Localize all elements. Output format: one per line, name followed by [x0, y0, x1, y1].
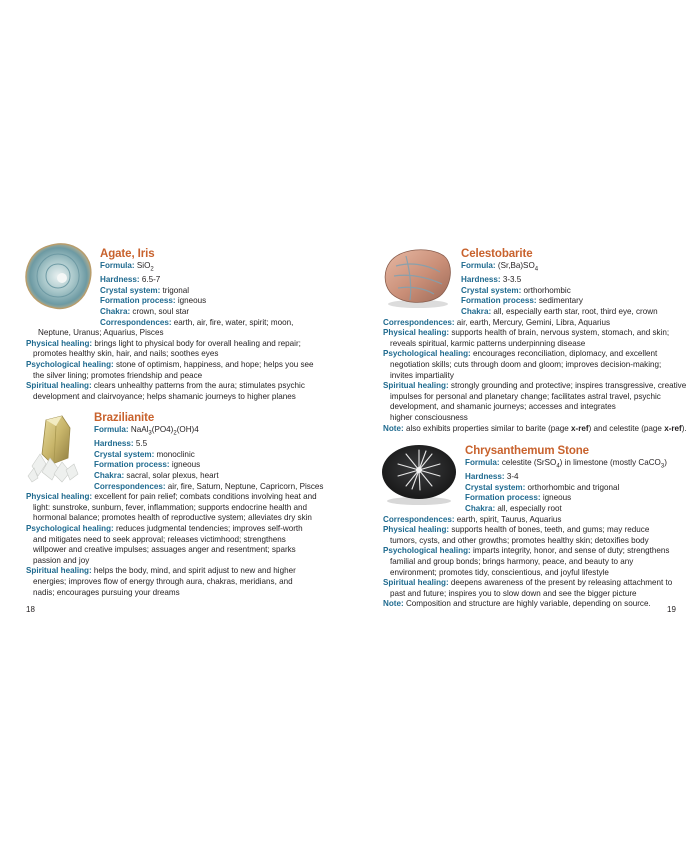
- hardness-line: Hardness: 5.5: [94, 439, 148, 449]
- psychological-healing-line: Psychological healing: imparts integrity, honor, and sense of duty; strengthens: [383, 546, 670, 556]
- physical-healing-continued: hormonal balance; promotes health of reproductive system; alleviates dry skin: [33, 513, 312, 523]
- psychological-healing-continued: familial and group bonds; brings harmony, peace, and beauty to any: [390, 556, 634, 566]
- spiritual-healing-line: Spiritual healing: clears unhealthy patterns from the aura; stimulates psychic: [26, 381, 305, 391]
- spiritual-healing-continued: energies; improves flow of energy through aura, chakras, meridians, and: [33, 576, 293, 586]
- physical-healing-continued: light: sunstroke, sunburn, fever, inflammation; supports endocrine health and: [33, 502, 307, 512]
- physical-healing-line: Physical healing: supports health of brain, nervous system, stomach, and skin;: [383, 328, 670, 338]
- psychological-healing-line: Psychological healing: encourages reconciliation, diplomacy, and excellent: [383, 349, 658, 359]
- chrysanthemum-stone-entry: [383, 444, 672, 610]
- physical-healing-continued: promotes healthy skin, hair, and nails; soothes eyes: [33, 349, 219, 359]
- entry-title: Celestobarite: [461, 248, 533, 260]
- formation-process-line: Formation process: igneous: [94, 460, 201, 470]
- psychological-healing-continued: negotiation skills; cuts through doom and gloom; improves decision-making;: [390, 359, 662, 369]
- correspondences-continued: Neptune, Uranus; Aquarius, Pisces: [38, 328, 164, 338]
- hardness-line: Hardness: 6.5-7: [100, 275, 161, 285]
- physical-healing-continued: tumors, cysts, and other growths; promotes healthy skin; detoxifies body: [390, 535, 649, 545]
- celestobarite-entry: [383, 247, 687, 434]
- psychological-healing-continued: and mitigates need to seek approval; releases victimhood; strengthens: [33, 534, 286, 544]
- spiritual-healing-continued: past and future; inspires you to slow down and see the bigger picture: [390, 588, 637, 598]
- formula-line: Formula: SiO$_2$: [100, 261, 154, 273]
- note-line: Note: Composition and structure are highly variable, depending on source.: [383, 599, 651, 609]
- physical-healing-line: Physical healing: excellent for pain relief; combats conditions involving heat and: [26, 492, 317, 502]
- psychological-healing-continued: willpower and creative impulses; assuages anger and resentment; sparks: [33, 545, 296, 555]
- crystal-system-line: Crystal system: trigonal: [100, 285, 190, 295]
- psychological-healing-continued: environment; promotes tidy, conscientious, and joyful lifestyle: [390, 567, 609, 577]
- spiritual-healing-line: Spiritual healing: helps the body, mind, and spirit adjust to new and higher: [26, 566, 296, 576]
- psychological-healing-line: Psychological healing: reduces judgmental tendencies; improves self-worth: [26, 523, 303, 533]
- spiritual-healing-line: Spiritual healing: deepens awareness of the present by releasing attachment to: [383, 578, 673, 588]
- formula-line: Formula: $(Sr,Ba)SO_4$: [461, 261, 539, 273]
- crystal-system-line: Crystal system: orthorhombic and trigonal: [465, 482, 620, 492]
- chakra-line: Chakra: all, especially root: [465, 503, 562, 513]
- agate-iris-entry: [26, 247, 314, 402]
- physical-healing-continued: reveals spiritual, karmic patterns underpinning disease: [390, 338, 586, 348]
- right-page: [350, 0, 700, 855]
- psychological-healing-continued: passion and joy: [33, 555, 90, 565]
- crystal-system-line: Crystal system: monoclinic: [94, 449, 195, 459]
- correspondences-line: Correspondences: air, fire, Saturn, Neptune, Capricorn, Pisces: [94, 481, 324, 491]
- formula-line: Formula: celestite (SrSO$_4$) in limestone (mostly CaCO$_3$): [465, 458, 667, 470]
- psychological-healing-continued: the silver lining; promotes friendship and peace: [33, 370, 203, 380]
- spiritual-healing-continued: development, and shamanic journeys; accesses and integrates: [390, 402, 616, 412]
- spiritual-healing-line: Spiritual healing: strongly grounding and protective; inspires transgressive, creative: [383, 381, 687, 391]
- spiritual-healing-continued: nadis; encourages pursuing your dreams: [33, 587, 180, 597]
- spiritual-healing-continued: impulses for personal and planetary change; facilitates astral travel, psychic: [390, 391, 661, 401]
- formula-line: Formula: $NaAl_3(PO4)_2(OH)4$: [94, 425, 199, 437]
- chakra-line: Chakra: all, especially earth star, root, third eye, crown: [461, 306, 658, 316]
- entry-title: Chrysanthemum Stone: [465, 445, 589, 457]
- entry-title: Agate, Iris: [100, 248, 155, 260]
- hardness-line: Hardness: 3-3.5: [461, 275, 522, 285]
- entry-title: Brazilianite: [94, 412, 155, 424]
- correspondences-line: Correspondences: earth, spirit, Taurus, Aquarius: [383, 514, 562, 524]
- physical-healing-line: Physical healing: supports health of bones, teeth, and gums; may reduce: [383, 525, 650, 535]
- spiritual-healing-continued: higher consciousness: [390, 412, 468, 422]
- psychological-healing-continued: invites impartiality: [390, 370, 454, 380]
- chakra-line: Chakra: sacral, solar plexus, heart: [94, 470, 219, 480]
- brazilianite-entry: [26, 411, 323, 598]
- crystal-system-line: Crystal system: orthorhombic: [461, 285, 571, 295]
- hardness-line: Hardness: 3-4: [465, 472, 519, 482]
- page-number: 19: [667, 605, 676, 614]
- physical-healing-line: Physical healing: brings light to physical body for overall healing and repair;: [26, 338, 301, 348]
- chakra-line: Chakra: crown, soul star: [100, 306, 190, 316]
- page-number: 18: [26, 605, 35, 614]
- psychological-healing-line: Psychological healing: stone of optimism, happiness, and hope; helps you see: [26, 359, 314, 369]
- spiritual-healing-continued: development and clairvoyance; helps shamanic journeys to higher planes: [33, 391, 296, 401]
- correspondences-line: Correspondences: earth, air, fire, water, spirit; moon,: [100, 317, 294, 327]
- correspondences-line: Correspondences: air, earth, Mercury, Gemini, Libra, Aquarius: [383, 317, 611, 327]
- formation-process-line: Formation process: sedimentary: [461, 296, 583, 306]
- formation-process-line: Formation process: igneous: [100, 296, 207, 306]
- formation-process-line: Formation process: igneous: [465, 493, 572, 503]
- note-line: Note: also exhibits properties similar to barite (page x-ref) and celestite (page x-ref).: [383, 423, 687, 433]
